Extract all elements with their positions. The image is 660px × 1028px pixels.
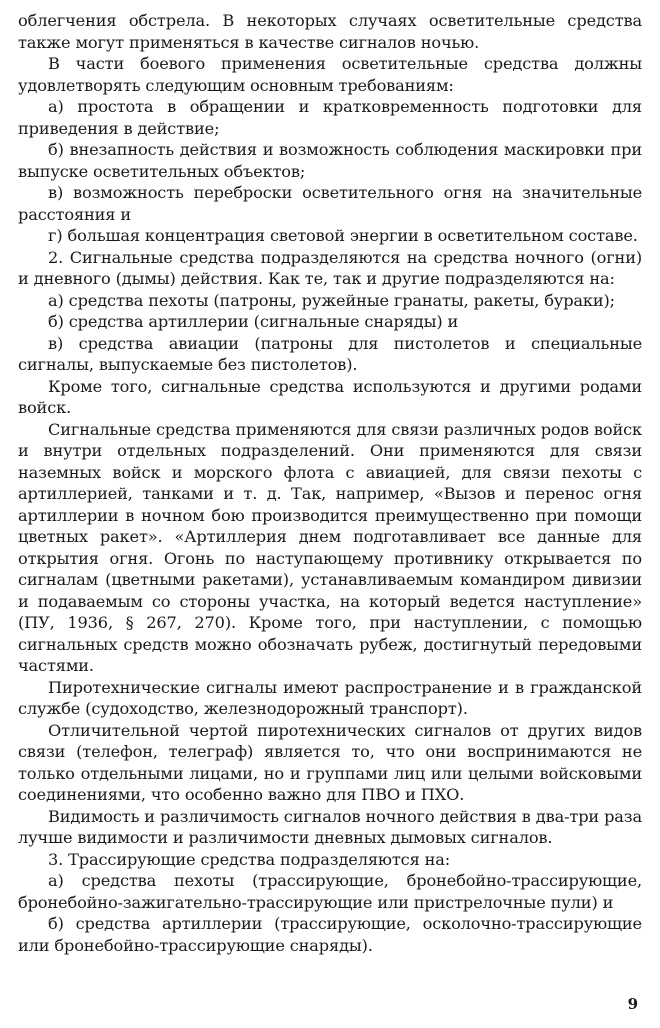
list-item: а) простота в обращении и кратковременность подготовки для приведения в действие; [18, 97, 642, 138]
list-item: б) внезапность действия и возможность соблюдения маскировки при выпуске осветительных объектов; [18, 140, 642, 181]
paragraph: Кроме того, сигнальные средства используются и другими родами войск. [18, 376, 642, 417]
paragraph: В части боевого применения осветительные средства должны удовлетворять следующим основным требованиям: [18, 54, 642, 95]
paragraph: Пиротехнические сигналы имеют распространение и в гражданской службе (судоходство, железнодорожный транспорт). [18, 677, 642, 718]
page-body [18, 10, 642, 956]
paragraph: 3. Трассирующие средства подразделяются на: [48, 849, 451, 869]
paragraph: Сигнальные средства применяются для связи различных родов войск и внутри отдельных подразделений. Они применяются для связи наземных войск и морского флота с авиацией, для связи пехоты с артиллерией, танками и т. д. Так, например, «Вызов и перенос огня артиллерии в ночном бою производится преимущественно при помощи цветных ракет». «Артиллерия днем подготавливает все данные для открытия огня. Огонь по наступающему противнику открывается по сигналам (цветными ракетами), устанавливаемым командиром дивизии и подаваемым со стороны участка, на который ведется наступление» (ПУ, 1936, § 267, 270). Кроме того, при наступлении, с помощью сигнальных средств можно обозначать рубеж, достигнутый передовыми частями. [18, 419, 642, 675]
paragraph: 2. Сигнальные средства подразделяются на средства ночного (огни) и дневного (дымы) действия. Как те, так и другие подразделяются на: [18, 247, 642, 288]
paragraph: облегчения обстрела. В некоторых случаях осветительные средства также могут применяться в качестве сигналов ночью. [18, 11, 642, 52]
page-number: 9 [627, 995, 638, 1013]
list-item: а) средства пехоты (трассирующие, бронебойно-трассирующие, бронебойно-зажигательно-трассирующие или пристрелочные пули) и [18, 871, 642, 912]
list-item: г) большая концентрация световой энергии в осветительном составе. [48, 226, 638, 245]
list-item: а) средства пехоты (патроны, ружейные гранаты, ракеты, бураки); [48, 290, 615, 310]
list-item: б) средства артиллерии (трассирующие, осколочно-трассирующие или бронебойно-трассирующие снаряды). [18, 914, 642, 955]
list-item: в) средства авиации (патроны для пистолетов и специальные сигналы, выпускаемые без пистолетов). [18, 333, 642, 374]
list-item: в) возможность переброски осветительного огня на значительные расстояния и [18, 183, 642, 224]
list-item: б) средства артиллерии (сигнальные снаряды) и [48, 312, 459, 331]
paragraph: Видимость и различимость сигналов ночного действия в два-три раза лучше видимости и различимости дневных дымовых сигналов. [18, 806, 642, 847]
paragraph: Отличительной чертой пиротехнических сигналов от других видов связи (телефон, телеграф) является то, что они воспринимаются не только отдельными лицами, но и группами лиц или целыми войсковыми соединениями, что особенно важно для ПВО и ПХО. [18, 720, 642, 804]
